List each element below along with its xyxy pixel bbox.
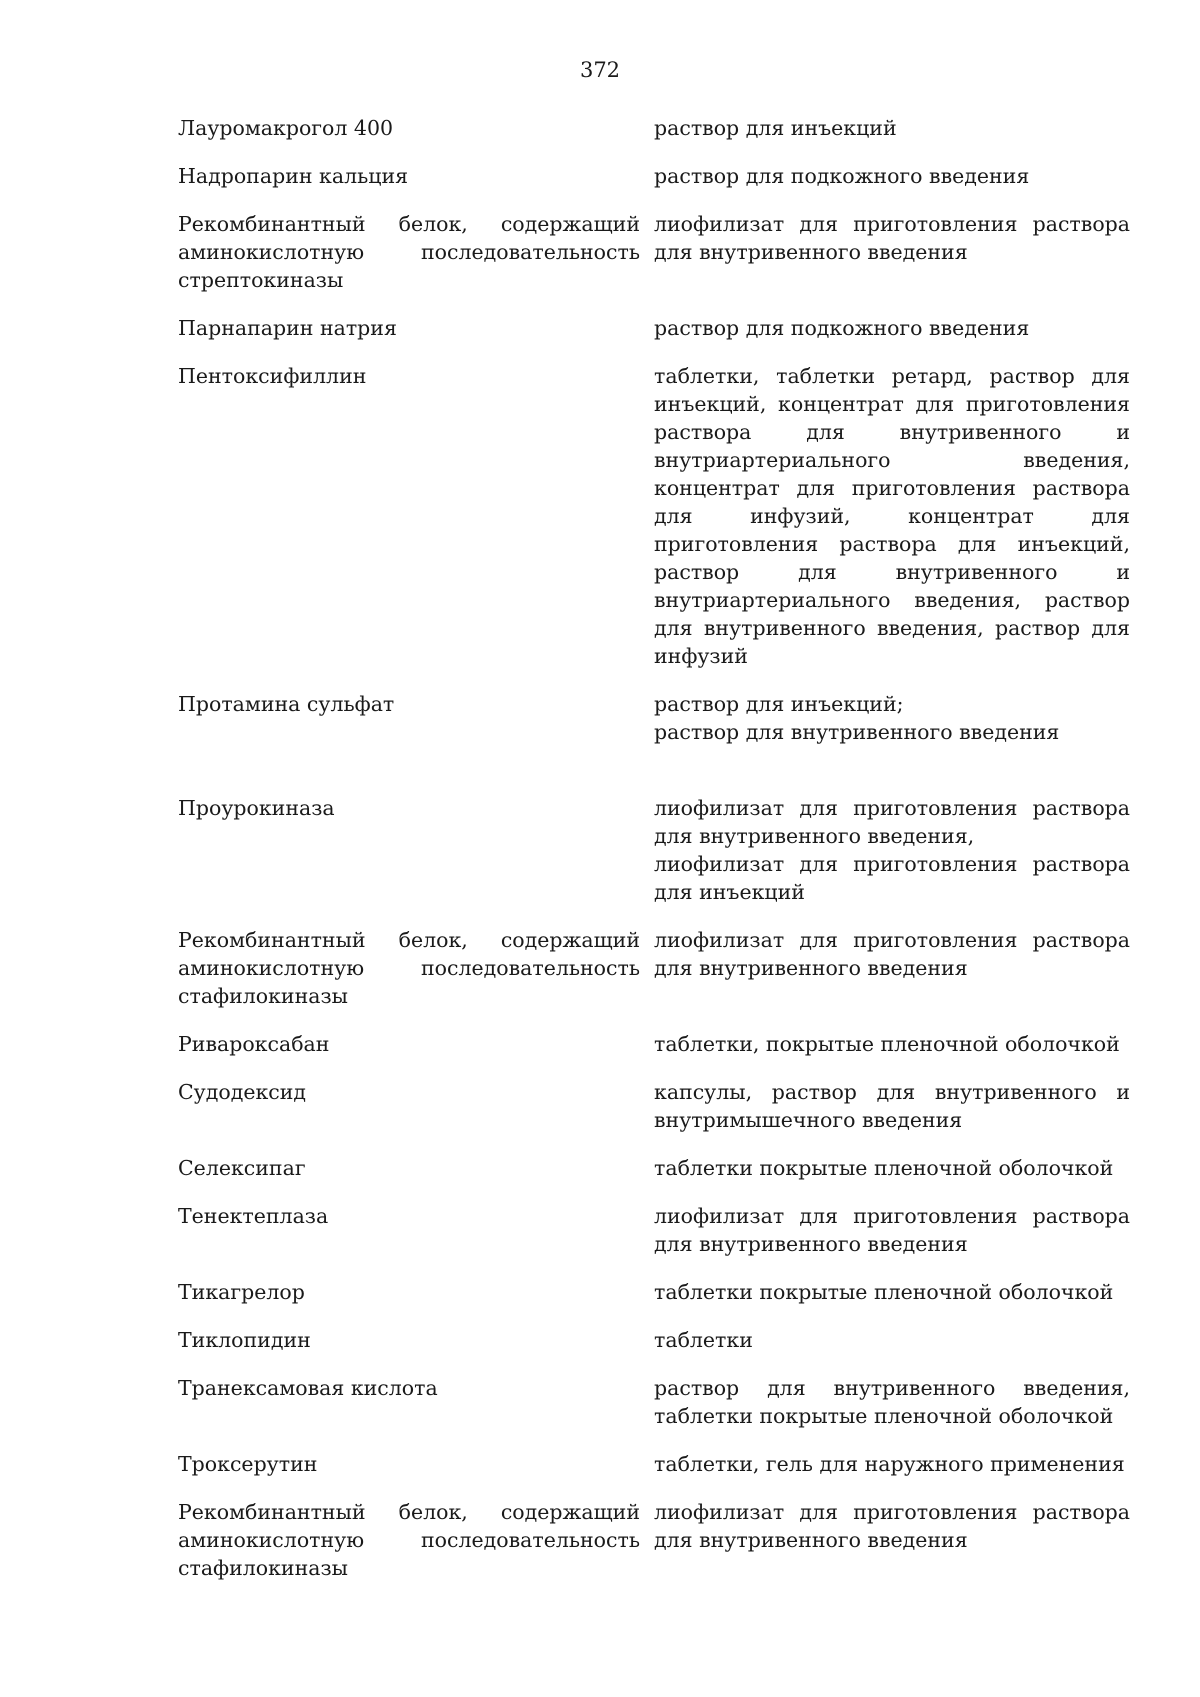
dosage-form: раствор для подкожного введения: [654, 164, 1030, 188]
dosage-form: таблетки, гель для наружного применения: [654, 1452, 1125, 1476]
page-number: 372: [579, 58, 621, 82]
list-item: [178, 794, 1130, 906]
dosage-form: раствор для подкожного введения: [654, 316, 1030, 340]
list-item: [178, 162, 1130, 190]
drug-name: Парнапарин натрия: [178, 316, 397, 340]
drug-name: Тиклопидин: [178, 1328, 311, 1352]
list-item: [178, 362, 1130, 670]
drug-name: Проурокиназа: [178, 796, 335, 820]
list-item: [178, 1154, 1130, 1182]
list-item: [178, 1374, 1130, 1430]
drug-name: Рекомбинантный белок, содержащий аминокислотную последовательность стафилокиназы: [178, 1500, 640, 1580]
dosage-form: лиофилизат для приготовления раствора для внутривенного введения: [654, 928, 1130, 980]
drug-name: Ривароксабан: [178, 1032, 330, 1056]
list-item: [178, 114, 1130, 142]
dosage-form: лиофилизат для приготовления раствора для внутривенного введения: [654, 1500, 1130, 1552]
dosage-form: лиофилизат для приготовления раствора для внутривенного введения: [654, 1204, 1130, 1256]
dosage-form: лиофилизат для приготовления раствора для внутривенного введения: [654, 212, 1130, 264]
dosage-form: таблетки, таблетки ретард, раствор для инъекций, концентрат для приготовления раствора для внутривенного и внутриартериального введения, концентрат для приготовления раствора для инфузий, концентрат для приготовления раствора для инъекций, раствор для внутривенного и внутриартериального введения, раствор для внутривенного введения, раствор для инфузий: [654, 364, 1130, 668]
list-item: [178, 1450, 1130, 1478]
drug-name: Пентоксифиллин: [178, 364, 367, 388]
list-item: [178, 1030, 1130, 1058]
drug-name: Протамина сульфат: [178, 692, 395, 716]
dosage-form: таблетки покрытые пленочной оболочкой: [654, 1156, 1114, 1180]
list-item: [178, 1278, 1130, 1306]
dosage-form: капсулы, раствор для внутривенного и внутримышечного введения: [654, 1080, 1130, 1132]
drug-name: Троксерутин: [178, 1452, 318, 1476]
dosage-form: таблетки, покрытые пленочной оболочкой: [654, 1032, 1120, 1056]
dosage-form: таблетки: [654, 1328, 753, 1352]
drug-name: Лауромакрогол 400: [178, 116, 394, 140]
list-item: [178, 1326, 1130, 1354]
dosage-form: раствор для внутривенного введения, таблетки покрытые пленочной оболочкой: [654, 1376, 1130, 1428]
drug-list: [178, 114, 1130, 1602]
drug-name: Судодексид: [178, 1080, 307, 1104]
list-item: [178, 1498, 1130, 1582]
list-item: [178, 926, 1130, 1010]
list-item: [178, 1078, 1130, 1134]
drug-name: Тикагрелор: [178, 1280, 305, 1304]
dosage-form: раствор для инъекций; раствор для внутривенного введения: [654, 692, 1060, 744]
list-item: [178, 314, 1130, 342]
list-item: [178, 1202, 1130, 1258]
drug-name: Транексамовая кислота: [178, 1376, 438, 1400]
dosage-form: раствор для инъекций: [654, 116, 897, 140]
drug-name: Рекомбинантный белок, содержащий аминокислотную последовательность стрептокиназы: [178, 212, 640, 292]
list-item: [178, 210, 1130, 294]
drug-name: Тенектеплаза: [178, 1204, 329, 1228]
dosage-form: лиофилизат для приготовления раствора для внутривенного введения, лиофилизат для приготовления раствора для инъекций: [654, 796, 1130, 904]
list-item: [178, 690, 1130, 746]
drug-name: Селексипаг: [178, 1156, 306, 1180]
drug-name: Надропарин кальция: [178, 164, 409, 188]
drug-name: Рекомбинантный белок, содержащий аминокислотную последовательность стафилокиназы: [178, 928, 640, 1008]
dosage-form: таблетки покрытые пленочной оболочкой: [654, 1280, 1114, 1304]
